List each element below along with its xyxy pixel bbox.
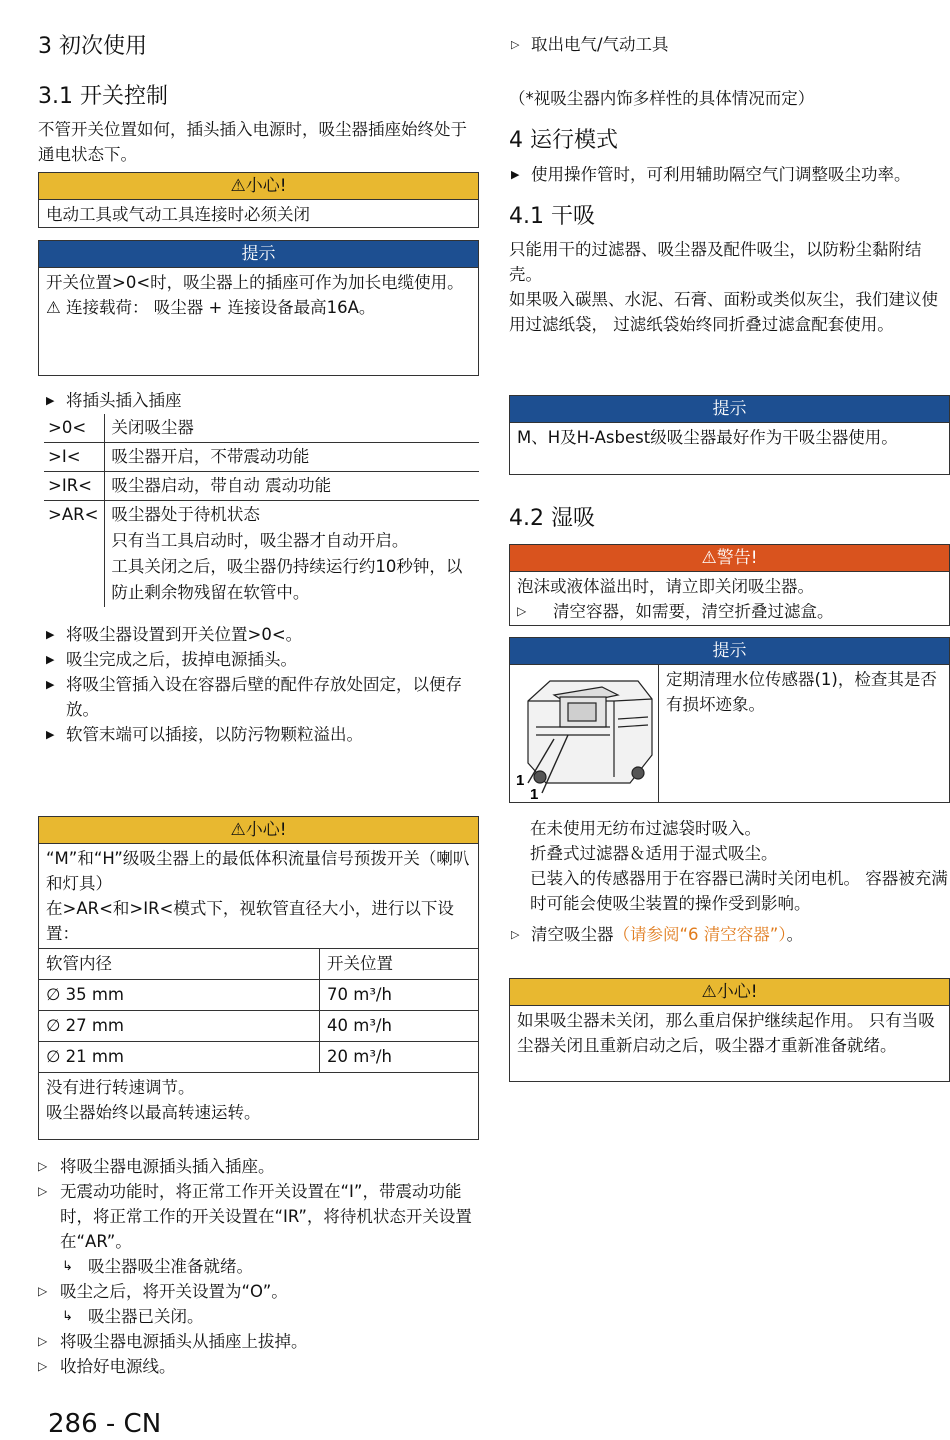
hose-table-row	[39, 1042, 479, 1073]
step-triangle-icon: ▷	[38, 1359, 48, 1373]
caution-line-1: “M”和“H”级吸尘器上的最低体积流量信号预拨开关（喇叭和灯具）	[46, 849, 470, 893]
heading-3-1: 3.1 开关控制	[38, 84, 168, 109]
paragraph-4-1a: 只能用干的过滤器、吸尘器及配件吸尘，以防粉尘黏附结壳。	[509, 240, 922, 284]
hose-diameter-cell: ∅ 21 mm	[39, 1042, 320, 1073]
caution-foot-2: 吸尘器始终以最高转速运转。	[46, 1103, 261, 1122]
switch-table	[44, 414, 479, 607]
step-triangle-icon: ▷	[38, 1284, 48, 1298]
reference-link[interactable]: （请参阅“6 清空容器”）	[613, 925, 787, 944]
switch-desc	[105, 443, 479, 472]
switch-desc-line: 只有当工具启动时，吸尘器才自动开启。	[111, 531, 409, 550]
note-title: 提示	[510, 396, 949, 422]
caution-text: 如果吸尘器未关闭，那么重启保护继续起作用。 只有当吸尘器关闭且重新启动之后，吸尘器才重新准备就绪。	[510, 1005, 949, 1060]
hose-table-row	[39, 1011, 479, 1042]
caution-text: 电动工具或气动工具连接时必须关闭	[39, 199, 478, 229]
bullet-item: ▶ 将吸尘管插入设在容器后壁的配件存放处固定，以便存放。	[38, 672, 478, 722]
switch-desc-line: 吸尘器处于待机状态	[111, 505, 260, 524]
result-arrow-icon: ↳	[62, 1309, 73, 1324]
paragraph-4-1b: 如果吸入碳黑、水泥、石膏、面粉或类似灰尘，我们建议使用过滤纸袋， 过滤纸袋始终同折叠过滤盒配套使用。	[509, 290, 938, 334]
wet-line: 折叠式过滤器＆适用于湿式吸尘。	[530, 844, 778, 863]
hose-table	[38, 948, 479, 1073]
bullet-triangle-icon: ▶	[46, 628, 55, 641]
step-triangle-icon: ▷	[511, 38, 520, 51]
switch-key: >AR<	[44, 501, 105, 608]
step-result: ↳ 吸尘器吸尘准备就绪。	[38, 1254, 480, 1279]
header-switch-position: 开关位置	[320, 949, 479, 980]
bullet-triangle-icon: ▶	[511, 168, 520, 181]
heading-4-1: 4.1 干吸	[509, 204, 595, 229]
note-text: 定期清理水位传感器(1)，检查其是否有损坏迹象。	[666, 670, 937, 714]
switch-table-row	[44, 501, 479, 608]
note-text: M、H及H-Asbest级吸尘器最好作为干吸尘器使用。	[510, 422, 949, 452]
switch-table-row	[44, 472, 479, 501]
step-item: ▷ 将吸尘器电源插头插入插座。	[38, 1154, 480, 1179]
switch-key: >I<	[44, 443, 105, 472]
vacuum-illustration	[510, 665, 659, 803]
switch-position-cell: 20 m³/h	[320, 1042, 479, 1073]
bullet-triangle-icon: ▶	[46, 728, 55, 741]
bullet-insert-plug: ▶ 将插头插入插座	[38, 388, 478, 413]
paragraph-3-1: 不管开关位置如何，插头插入电源时，吸尘器插座始终处于通电状态下。	[38, 120, 467, 164]
caution-foot-1: 没有进行转速调节。	[46, 1078, 195, 1097]
step-item: ▷ 无震动功能时，将正常工作开关设置在“I”，带震动功能时，将正常工作的开关设置在“IR”，将待机状态开关设置在“AR”。	[38, 1179, 480, 1254]
caution-box-2	[38, 816, 479, 1140]
bullet-item: ▶ 软管末端可以插接，以防污物颗粒溢出。	[38, 722, 478, 747]
wet-lines	[530, 816, 948, 916]
step-remove-tool: ▷ 取出电气/气动工具	[509, 32, 944, 57]
caution-title: ⚠小心!	[39, 173, 478, 199]
note-line-2: ⚠ 连接载荷： 吸尘器 + 连接设备最高16A。	[46, 298, 376, 317]
step-result: ↳ 吸尘器已关闭。	[38, 1304, 480, 1329]
note-paren: （*视吸尘器内饰多样性的具体情况而定）	[509, 89, 815, 108]
warning-line-1: 泡沫或液体溢出时，请立即关闭吸尘器。	[517, 577, 814, 596]
hose-table-header	[39, 949, 479, 980]
note-box-2	[509, 395, 950, 475]
step-triangle-icon: ▷	[38, 1334, 48, 1348]
hose-diameter-cell: ∅ 35 mm	[39, 980, 320, 1011]
result-arrow-icon: ↳	[62, 1259, 73, 1274]
bullet-4: ▶ 使用操作管时，可利用辅助隔空气门调整吸尘功率。	[509, 162, 944, 187]
hose-diameter-cell: ∅ 27 mm	[39, 1011, 320, 1042]
switch-desc-line: 吸尘器开启，不带震动功能	[111, 447, 310, 466]
header-hose-diameter: 软管内径	[39, 949, 320, 980]
note-line-1: 开关位置>0<时，吸尘器上的插座可作为加长电缆使用。	[46, 273, 464, 292]
bullet-triangle-icon: ▶	[46, 678, 55, 691]
caution-title: ⚠小心!	[510, 979, 949, 1005]
note-title: 提示	[510, 638, 949, 664]
label-1b: 1	[530, 786, 539, 803]
heading-4-2: 4.2 湿吸	[509, 506, 595, 531]
step-item: ▷ 将吸尘器电源插头从插座上拔掉。	[38, 1329, 480, 1354]
switch-key: >IR<	[44, 472, 105, 501]
wet-line: 已装入的传感器用于在容器已满时关闭电机。 容器被充满时可能会使吸尘装置的操作受到影响。	[530, 869, 948, 913]
caution-line-2: 在>AR<和>IR<模式下，视软管直径大小，进行以下设置：	[46, 899, 454, 943]
heading-4: 4 运行模式	[509, 128, 618, 153]
switch-desc-line: 关闭吸尘器	[111, 418, 194, 437]
bullet-item: ▶ 将吸尘器设置到开关位置>0<。	[38, 622, 478, 647]
warning-box	[509, 544, 950, 626]
bullet-list-2	[38, 622, 478, 747]
switch-desc	[105, 501, 479, 608]
label-1a: 1	[516, 772, 525, 789]
switch-key: >0<	[44, 414, 105, 443]
caution-box-1	[38, 172, 479, 228]
step-list	[38, 1154, 480, 1379]
step-triangle-icon: ▷	[511, 928, 520, 941]
switch-table-row	[44, 443, 479, 472]
bullet-triangle-icon: ▶	[46, 394, 55, 407]
caution-title: ⚠小心!	[39, 817, 478, 843]
step-triangle-icon: ▷	[38, 1184, 48, 1198]
bullet-triangle-icon: ▶	[46, 653, 55, 666]
switch-desc	[105, 414, 479, 443]
warning-title: ⚠警告!	[510, 545, 949, 571]
note-title: 提示	[39, 241, 478, 267]
step-item: ▷ 吸尘之后，将开关设置为“O”。	[38, 1279, 480, 1304]
note-box-1	[38, 240, 479, 376]
switch-position-cell: 40 m³/h	[320, 1011, 479, 1042]
switch-desc	[105, 472, 479, 501]
page-footer: 286 - CN	[48, 1409, 162, 1439]
step-triangle-icon: ▷	[517, 604, 527, 618]
note-box-3	[509, 637, 950, 803]
hose-table-row	[39, 980, 479, 1011]
vacuum-drawing	[510, 665, 658, 803]
warning-line-2: ▷ 清空容器，如需要，清空折叠过滤盒。	[517, 599, 942, 624]
step-empty: ▷ 清空吸尘器（请参阅“6 清空容器”）。	[509, 922, 944, 947]
wet-line: 在未使用无纺布过滤袋时吸入。	[530, 819, 761, 838]
step-item: ▷ 收拾好电源线。	[38, 1354, 480, 1379]
switch-table-row	[44, 414, 479, 443]
switch-desc-line: 吸尘器启动，带自动 震动功能	[111, 476, 332, 495]
caution-box-3	[509, 978, 950, 1082]
switch-position-cell: 70 m³/h	[320, 980, 479, 1011]
switch-desc-line: 工具关闭之后，吸尘器仍持续运行约10秒钟，以防止剩余物残留在软管中。	[111, 557, 463, 602]
step-triangle-icon: ▷	[38, 1159, 48, 1173]
bullet-item: ▶ 吸尘完成之后，拔掉电源插头。	[38, 647, 478, 672]
heading-3: 3 初次使用	[38, 34, 147, 59]
